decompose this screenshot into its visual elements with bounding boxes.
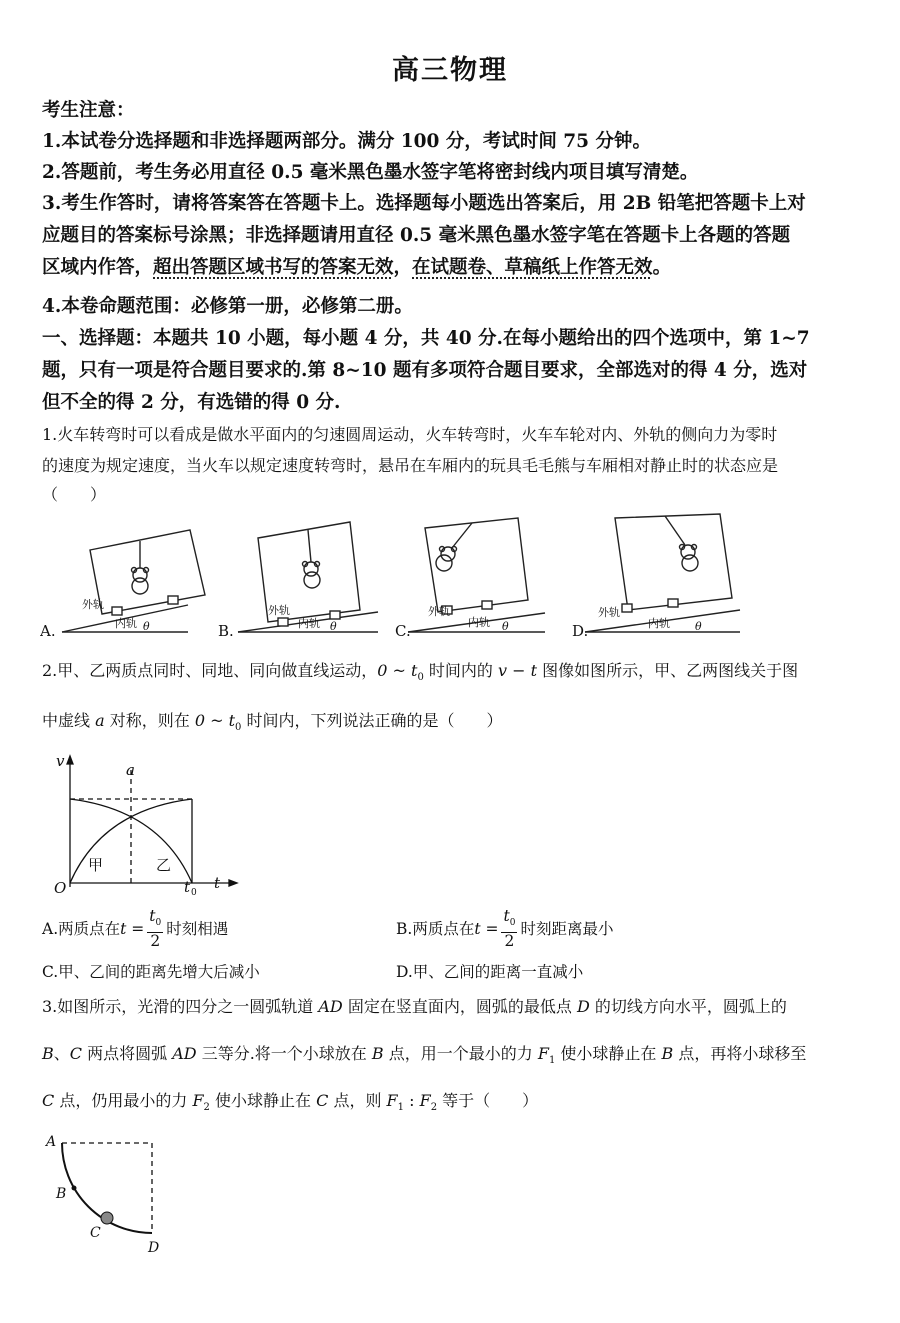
q3-math: B xyxy=(371,1044,384,1063)
fraction xyxy=(501,908,517,950)
q3-math: F xyxy=(537,1044,549,1063)
q3-text: 、 xyxy=(53,1044,70,1063)
notice-item-3-line2: 应题目的答案标号涂黑；非选择题请用直径 0.5 毫米黑色墨水签字笔在答题卡上各题的答题 xyxy=(42,225,791,246)
q2-option-text: 时刻相遇 xyxy=(166,919,229,938)
q3-math: C xyxy=(69,1044,83,1063)
q3-text: : xyxy=(404,1091,420,1110)
point-b xyxy=(72,1186,77,1191)
q2-math: t = xyxy=(120,919,145,938)
q2-math: a xyxy=(95,711,105,730)
notice-emphasis: 超出答题区域书写的答案无效 xyxy=(153,257,394,278)
q3-arc-figure xyxy=(40,1130,180,1260)
label-a: A xyxy=(46,1134,57,1150)
q3-text: 等于（ ） xyxy=(437,1091,539,1110)
frac-den: 2 xyxy=(504,932,515,951)
q2-text: 图像如图所示，甲、乙两图线关于图 xyxy=(537,661,799,680)
theta-label: θ xyxy=(502,620,509,633)
q2-vt-graph xyxy=(42,752,242,897)
q2-text: 中虚线 xyxy=(42,711,96,730)
inner-rail-label: 内轨 xyxy=(115,617,137,630)
a-label: a xyxy=(126,761,135,779)
label-b: B xyxy=(56,1186,67,1202)
q2-math: 0 ~ t xyxy=(194,711,236,730)
t0-label: t xyxy=(184,878,191,896)
q2-option-d[interactable]: D.甲、乙间的距离一直减小 xyxy=(396,963,584,981)
q2-text: 对称，则在 xyxy=(104,711,195,730)
theta-label: θ xyxy=(695,620,702,633)
q1-figure-b xyxy=(238,522,378,632)
q3-text: 三等分.将一个小球放在 xyxy=(196,1044,372,1063)
q3-math: AD xyxy=(318,997,343,1016)
q2-option-text: B.两质点在 xyxy=(396,919,475,938)
q3-text: 使小球静止在 xyxy=(555,1044,662,1063)
q1-answer-bracket: （ ） xyxy=(42,485,107,504)
q3-text: 使小球静止在 xyxy=(209,1091,317,1110)
fraction xyxy=(147,908,163,950)
t0-sub: 0 xyxy=(191,888,197,897)
notice-text: 区域内作答， xyxy=(42,257,154,278)
q3-math-sub: 2 xyxy=(203,1102,210,1114)
q3-math-sub: 2 xyxy=(430,1102,438,1114)
frac-den: 2 xyxy=(150,932,161,951)
notice-text: 。 xyxy=(652,257,672,278)
q3-text: 点，再将小球移至 xyxy=(673,1044,807,1063)
notice-text: ， xyxy=(393,257,413,278)
q2-math: t = xyxy=(474,919,499,938)
q1-figures xyxy=(40,510,870,645)
q3-text: 点，用一个最小的力 xyxy=(383,1044,538,1063)
q3-math: D xyxy=(576,997,590,1016)
label-c: C xyxy=(90,1225,101,1241)
notice-emphasis: 在试题卷、草稿纸上作答无效 xyxy=(412,257,653,278)
q2-stem-line1 xyxy=(42,656,798,692)
q2-option-b[interactable] xyxy=(396,908,613,950)
label-d: D xyxy=(148,1240,160,1256)
q1-option-a[interactable]: A. xyxy=(40,622,56,640)
q2-math: 0 ~ t xyxy=(377,661,418,680)
ball xyxy=(101,1212,113,1224)
q3-math: AD xyxy=(172,1044,197,1063)
q1-option-d[interactable]: D. xyxy=(572,622,589,640)
yi-label: 乙 xyxy=(156,856,172,874)
t-axis-label: t xyxy=(214,874,221,892)
q3-math-sub: 1 xyxy=(397,1102,405,1114)
q2-option-text: 时刻距离最小 xyxy=(520,919,614,938)
q3-math: B xyxy=(42,1044,54,1063)
q2-text: 时间内，下列说法正确的是（ ） xyxy=(241,711,503,730)
inner-rail-label: 内轨 xyxy=(468,616,490,629)
section-instructions-line2: 题，只有一项是符合题目要求的.第 8~10 题有多项符合题目要求，全部选对的得 4 分，选对 xyxy=(42,360,808,381)
q1-option-b[interactable]: B. xyxy=(218,622,234,640)
q3-math: F xyxy=(192,1091,204,1110)
q3-math: C xyxy=(42,1091,55,1110)
frac-num: t xyxy=(149,907,156,925)
outer-rail-label: 外轨 xyxy=(82,598,104,611)
q2-math: v − t xyxy=(498,661,538,680)
q3-text: 点，仍用最小的力 xyxy=(54,1091,193,1110)
q3-math: F xyxy=(386,1091,398,1110)
arrow-icon xyxy=(67,756,73,764)
notice-item-3-line3 xyxy=(42,250,671,286)
q2-option-a[interactable] xyxy=(42,908,228,950)
q3-math: F xyxy=(419,1091,431,1110)
q3-math: C xyxy=(316,1091,329,1110)
notice-item-2: 2.答题前，考生务必用直径 0.5 毫米黑色墨水签字笔将密封线内项目填写清楚。 xyxy=(42,162,699,183)
notice-item-3-line1: 3.考生作答时，请将答案答在答题卡上。选择题每小题选出答案后，用 2B 铅笔把答题卡上对 xyxy=(42,193,806,214)
frac-sub: 0 xyxy=(155,918,162,929)
v-axis-label: v xyxy=(56,752,65,770)
q2-option-c[interactable]: C.甲、乙间的距离先增大后减小 xyxy=(42,963,260,981)
q3-text: 的切线方向水平，圆弧上的 xyxy=(589,997,787,1016)
q1-stem-line1: 1.火车转弯时可以看成是做水平面内的匀速圆周运动，火车转弯时，火车车轮对内、外轨的侧向力为零时 xyxy=(42,425,778,444)
section-instructions-line3: 但不全的得 2 分，有选错的得 0 分. xyxy=(42,392,341,413)
outer-rail-label: 外轨 xyxy=(428,605,450,618)
jia-label: 甲 xyxy=(88,856,104,874)
notice-item-1: 1.本试卷分选择题和非选择题两部分。满分 100 分，考试时间 75 分钟。 xyxy=(42,131,651,152)
section-instructions-line1: 一、选择题：本题共 10 小题，每小题 4 分，共 40 分.在每小题给出的四个选项中，第 1~7 xyxy=(42,328,810,349)
q3-stem-line2 xyxy=(42,1039,806,1075)
origin-label: O xyxy=(54,879,67,897)
q3-math-sub: 1 xyxy=(548,1055,556,1067)
q3-stem-line3 xyxy=(42,1086,538,1122)
q3-text: 两点将圆弧 xyxy=(82,1044,173,1063)
theta-label: θ xyxy=(330,620,337,633)
notice-item-4: 4.本卷命题范围：必修第一册，必修第二册。 xyxy=(42,296,413,317)
q3-stem-line1 xyxy=(42,992,787,1021)
outer-rail-label: 外轨 xyxy=(268,604,290,617)
arrow-icon xyxy=(229,880,237,886)
page-title: 高三物理 xyxy=(392,55,508,86)
q2-text: 2.甲、乙两质点同时、同地、同向做直线运动， xyxy=(42,661,378,680)
frac-num: t xyxy=(503,907,510,925)
q3-text: 固定在竖直面内，圆弧的最低点 xyxy=(342,997,577,1016)
q3-math: B xyxy=(661,1044,674,1063)
inner-rail-label: 内轨 xyxy=(648,617,670,630)
q1-option-c[interactable]: C. xyxy=(395,622,411,640)
q2-math-sub: 0 xyxy=(417,672,424,684)
inner-rail-label: 内轨 xyxy=(298,617,320,630)
q2-stem-line2 xyxy=(42,706,502,742)
frac-sub: 0 xyxy=(509,918,516,929)
q1-stem-line2: 的速度为规定速度，当火车以规定速度转弯时，悬吊在车厢内的玩具毛毛熊与车厢相对静止时的状态应是 xyxy=(42,456,779,475)
q2-option-text: A.两质点在 xyxy=(42,919,121,938)
q3-text: 3.如图所示，光滑的四分之一圆弧轨道 xyxy=(42,997,319,1016)
q3-text: 点，则 xyxy=(328,1091,387,1110)
q2-math-sub: 0 xyxy=(235,722,242,734)
outer-rail-label: 外轨 xyxy=(598,606,620,619)
notice-heading: 考生注意： xyxy=(42,100,135,121)
q2-text: 时间内的 xyxy=(423,661,499,680)
theta-label: θ xyxy=(143,620,150,633)
